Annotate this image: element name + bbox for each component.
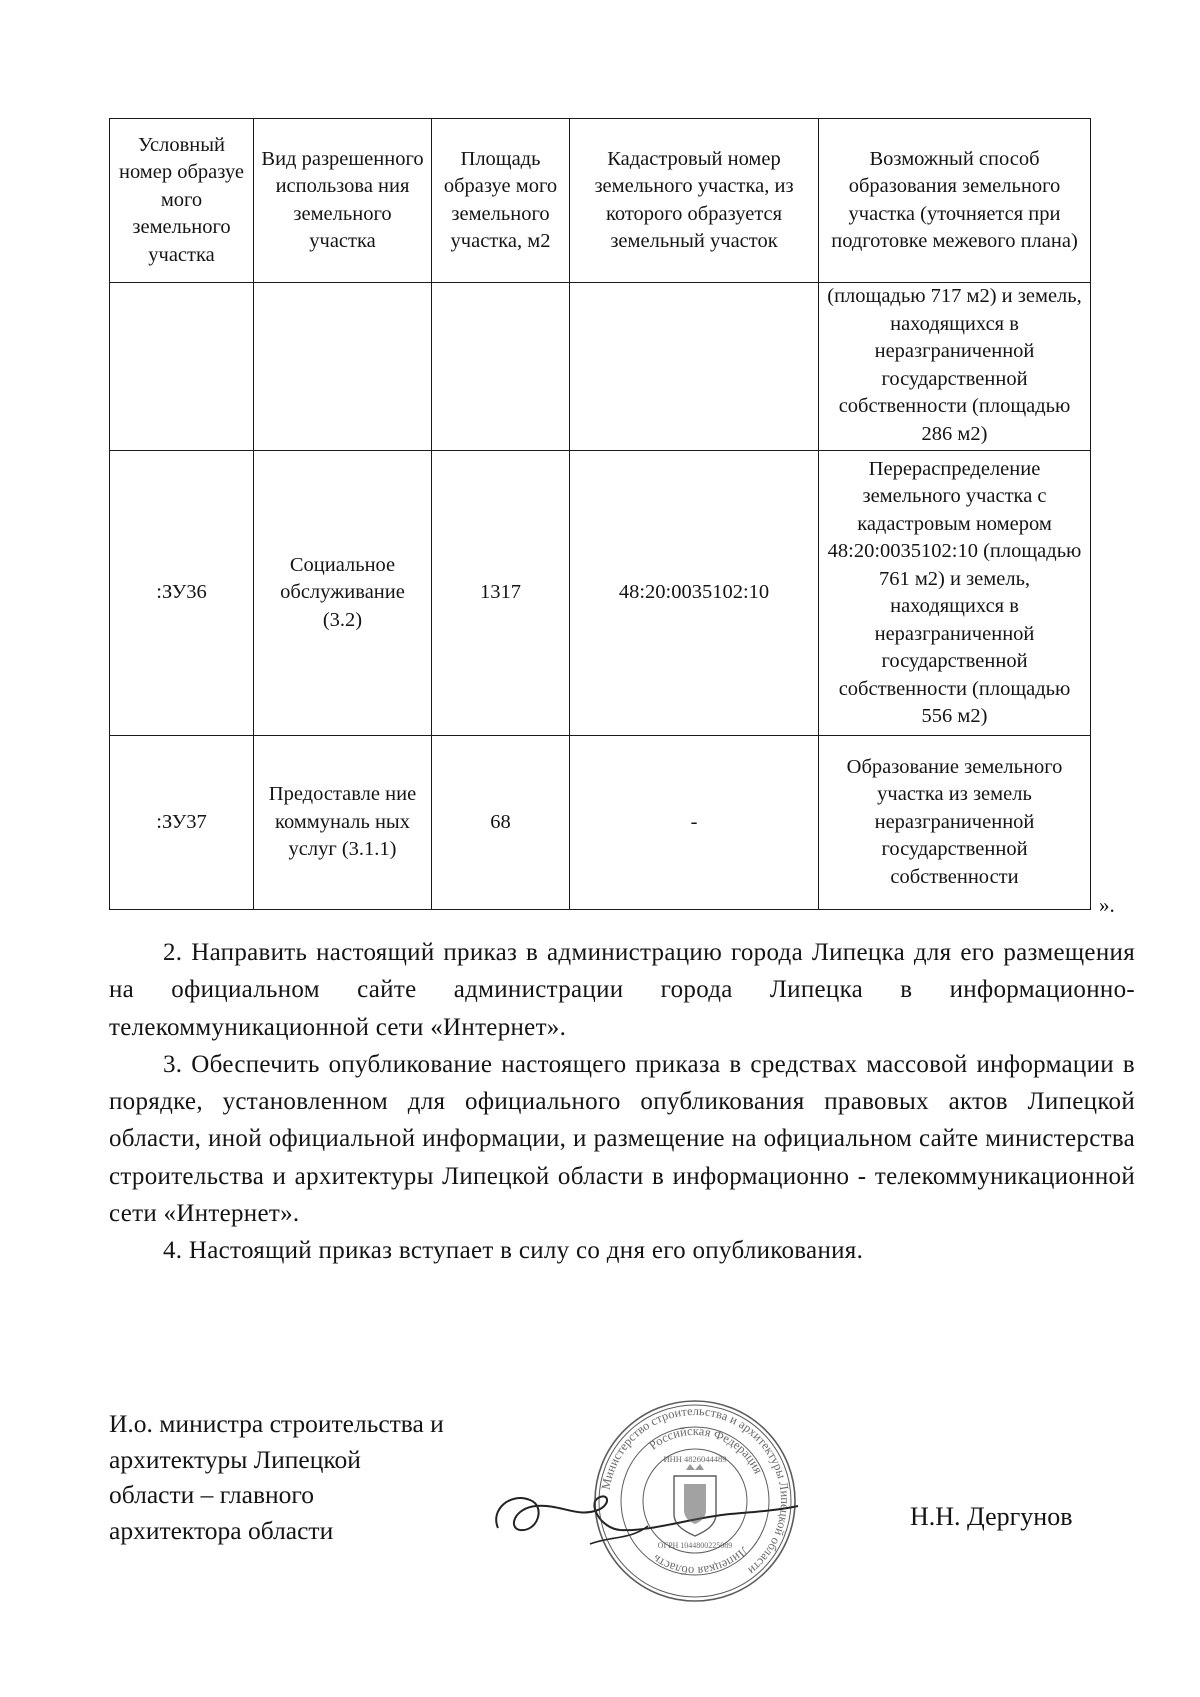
table-row: [110, 736, 1091, 910]
header-plot-number: Условный номер образуе мого земельного участка: [110, 119, 254, 283]
cell-plot-number: :ЗУ37: [110, 736, 254, 910]
svg-text:ОГРН 1044800225089: ОГРН 1044800225089: [657, 1541, 733, 1550]
signatory-title-line: архитектуры Липецкой: [109, 1444, 361, 1474]
cell-area: 68: [432, 736, 570, 910]
cell-cadastral-number: [570, 283, 819, 451]
table-row: [110, 283, 1091, 451]
signatory-title-line: И.о. министра строительства и: [109, 1409, 444, 1438]
header-cadastral-number: Кадастровый номер земельного участка, из которого образуется земельный участок: [570, 119, 819, 283]
svg-text:ИНН 4826044489: ИНН 4826044489: [663, 1454, 727, 1464]
cell-cadastral-number: 48:20:0035102:10: [570, 451, 819, 736]
cell-formation-method: Перераспределение земельного участка с кадастровым номером 48:20:0035102:10 (площадью 761 м2) и земель, находящихся в неразграниченной государственной собственности (площадью 556 м2): [819, 451, 1091, 736]
cell-permitted-use: Социальное обслуживание (3.2): [254, 451, 432, 736]
closing-quote: ».: [1099, 893, 1115, 917]
cell-plot-number: :ЗУ36: [110, 451, 254, 736]
svg-text:Липецкая область: Липецкая область: [649, 1544, 751, 1579]
paragraph-2: 2. Направить настоящий приказ в администрацию города Липецка для его размещения на официальном сайте администрации города Липецка в информационно-телекоммуникационной сети «Интернет».: [109, 939, 1135, 1041]
cell-permitted-use: [254, 283, 432, 451]
paragraph-3: 3. Обеспечить опубликование настоящего приказа в средствах массовой информации в порядке, установленном для официального опубликования правовых актов Липецкой области, иной официальной информации, и размещение на официальном сайте министерства строительства и архитектуры Липецкой области в информационно - телекоммуникационной сети «Интернет».: [109, 1050, 1135, 1228]
cell-plot-number: [110, 283, 254, 451]
svg-text:Министерство строительства и а: Министерство строительства и архитектуры Липецкой области: [598, 1403, 793, 1578]
header-formation-method: Возможный способ образования земельного участка (уточняется при подготовке межевого плана): [819, 119, 1091, 283]
signatory-title-line: области – главного: [109, 1480, 314, 1509]
table-row: [110, 451, 1091, 736]
cell-area: 1317: [432, 451, 570, 736]
cell-area: [432, 283, 570, 451]
signatory-name: Н.Н. Дергунов: [910, 1502, 1073, 1531]
order-paragraphs: [109, 934, 1135, 1270]
svg-text:Российская Федерация: Российская Федерация: [646, 1423, 766, 1476]
table-header-row: [110, 119, 1091, 283]
header-area: Площадь образуе мого земельного участка, м2: [432, 119, 570, 283]
signatory-title-line: архитектора области: [109, 1515, 334, 1545]
cell-cadastral-number: -: [570, 736, 819, 910]
header-permitted-use: Вид разрешенного использова ния земельного участка: [254, 119, 432, 283]
official-seal: [592, 1398, 798, 1604]
signatory-title: [109, 1406, 509, 1548]
cell-formation-method: (площадью 717 м2) и земель, находящихся в неразграниченной государственной собственности (площадью 286 м2): [819, 283, 1091, 451]
cell-permitted-use: Предоставле ние коммуналь ных услуг (3.1.1): [254, 736, 432, 910]
land-plots-table: [109, 118, 1091, 910]
paragraph-4: 4. Настоящий приказ вступает в силу со дня его опубликования.: [163, 1237, 864, 1265]
cell-formation-method: Образование земельного участка из земель неразграниченной государственной собственности: [819, 736, 1091, 910]
